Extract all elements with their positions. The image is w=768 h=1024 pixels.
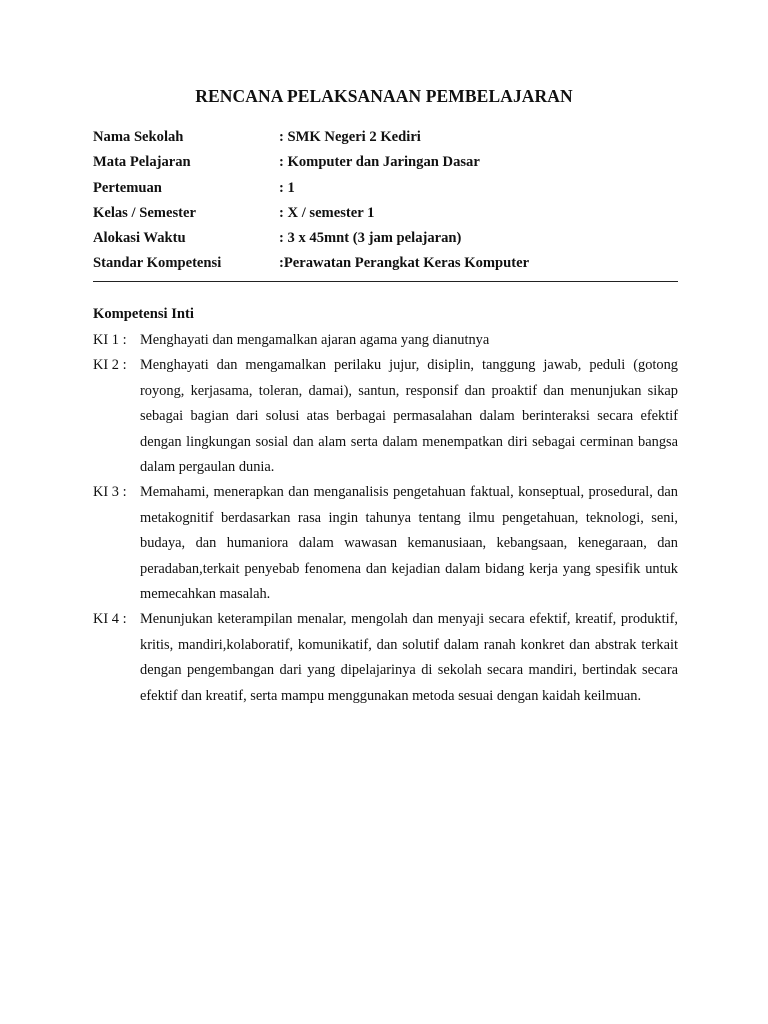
identity-label: Standar Kompetensi xyxy=(93,255,222,272)
identity-value: : SMK Negeri 2 Kediri xyxy=(279,129,421,145)
identity-value: : Komputer dan Jaringan Dasar xyxy=(279,154,480,171)
core-competency-ki-2 xyxy=(93,353,678,480)
core-competency-ki-1 xyxy=(93,328,678,353)
identity-label: Nama Sekolah xyxy=(93,129,184,145)
identity-value: : X / semester 1 xyxy=(279,204,375,221)
identity-value: : 1 xyxy=(279,179,295,196)
ki-text: Memahami, menerapkan dan menganalisis pengetahuan faktual, konseptual, prosedural, dan metakognitif berdasarkan rasa ingin tahunya tentang ilmu pengetahuan, teknologi, seni, budaya, dan humaniora dalam wawasan kemanusiaan, kebangsaan, kenegaraan, dan peradaban,terkait penyebab fenomena dan kejadian dalam bidang kerja yang spesifik untuk memecahkan masalah. xyxy=(140,484,678,603)
core-competency-ki-3 xyxy=(93,480,678,607)
document-title: RENCANA PELAKSANAAN PEMBELAJARAN xyxy=(195,86,573,106)
identity-row-school xyxy=(93,127,678,152)
identity-value: : 3 x 45mnt (3 jam pelajaran) xyxy=(279,230,462,247)
identity-row-meeting xyxy=(93,178,678,203)
core-competency-heading: Kompetensi Inti xyxy=(93,306,194,322)
identity-label: Kelas / Semester xyxy=(93,204,196,221)
identity-label: Pertemuan xyxy=(93,179,162,196)
ki-label: KI 2 : xyxy=(93,357,127,374)
identity-row-subject xyxy=(93,152,678,177)
identity-label: Alokasi Waktu xyxy=(93,230,186,247)
core-competency-list xyxy=(93,328,678,709)
ki-label: KI 4 : xyxy=(93,611,127,628)
ki-text: Menghayati dan mengamalkan ajaran agama yang dianutnya xyxy=(140,332,490,348)
ki-text: Menunjukan keterampilan menalar, mengolah dan menyaji secara efektif, kreatif, produktif, kritis, mandiri,kolaboratif, komunikatif, dan solutif dalam ranah konkret dan abstrak terkait dengan pengembangan dari yang dipelajarinya di sekolah secara mandiri, bertindak secara efektif dan kreatif, serta mampu menggunakan metoda sesuai dengan kaidah keilmuan. xyxy=(140,611,678,704)
identity-table xyxy=(93,127,678,279)
core-competency-ki-4 xyxy=(93,607,678,709)
ki-text: Menghayati dan mengamalkan perilaku jujur, disiplin, tanggung jawab, peduli (gotong royong, kerjasama, toleran, damai), santun, responsif dan proaktif dan menunjukan sikap sebagai bagian dari solusi atas berbagai permasalahan dalam berinteraksi secara efektif dengan lingkungan sosial dan alam serta dalam menempatkan diri sebagai cerminan bangsa dalam pergaulan dunia. xyxy=(140,357,678,476)
identity-row-competency-standard xyxy=(93,253,678,278)
identity-value: :Perawatan Perangkat Keras Komputer xyxy=(279,255,530,272)
identity-label: Mata Pelajaran xyxy=(93,154,191,171)
identity-row-class-semester xyxy=(93,203,678,228)
ki-label: KI 3 : xyxy=(93,484,127,501)
identity-row-time-allocation xyxy=(93,228,678,253)
ki-label: KI 1 : xyxy=(93,332,127,348)
section-divider xyxy=(93,281,678,282)
